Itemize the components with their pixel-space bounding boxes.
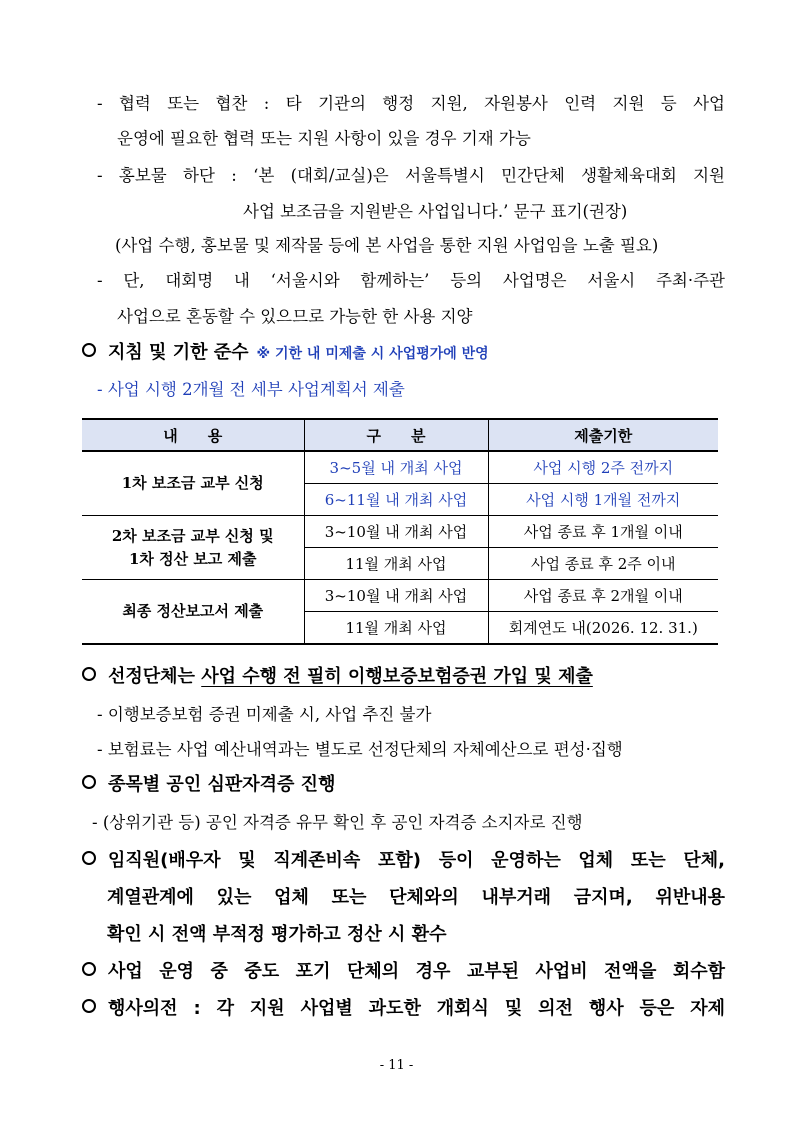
text-line: 운영에 필요한 협력 또는 지원 사항이 있을 경우 기재 가능 — [117, 129, 531, 148]
bullet-heading: 임직원(배우자 및 직계존비속 포함) 등이 운영하는 업체 또는 단체, — [82, 850, 725, 872]
table-category-cell: 2차 보조금 교부 신청 및 1차 정산 보고 제출 — [82, 516, 304, 580]
text-line: 사업 보조금을 지원받은 사업입니다.’ 문구 표기(권장) — [243, 202, 628, 221]
text-line: - 보험료는 사업 예산내역과는 별도로 선정단체의 자체예산으로 편성·집행 — [97, 740, 623, 759]
submission-schedule-table — [82, 418, 718, 645]
table-cell-type: 11월 개최 사업 — [304, 548, 488, 580]
text-line: - 홍보물 하단 : ‘본 (대회/교실)은 서울특별시 민간단체 생활체육대회 지원 — [97, 166, 725, 185]
text-line: (사업 수행, 홍보물 및 제작물 등에 본 사업을 통한 지원 사업임을 노출 필요) — [115, 236, 659, 255]
table-category-cell: 최종 정산보고서 제출 — [82, 580, 304, 645]
underlined-text: 사업 수행 전 필히 이행보증보험증권 가입 및 제출 — [201, 666, 593, 687]
page-number: - 11 - — [379, 1058, 414, 1073]
text-line: - 사업 시행 2개월 전 세부 사업계획서 제출 — [97, 380, 405, 399]
text-line: - 단, 대회명 내 ‘서울시와 함께하는’ 등의 사업명은 서울시 주최·주관 — [97, 271, 725, 290]
circle-bullet-icon — [82, 775, 96, 789]
text-line: 계열관계에 있는 업체 또는 단체와의 내부거래 금지며, 위반내용 — [107, 887, 725, 908]
table-cell-type: 11월 개최 사업 — [304, 612, 488, 645]
table-cell-type: 3~10월 내 개최 사업 — [304, 580, 488, 612]
text-line: 사업으로 혼동할 수 있으므로 가능한 한 사용 지양 — [117, 307, 473, 326]
table-cell-deadline: 사업 종료 후 1개월 이내 — [488, 516, 718, 548]
circle-bullet-icon — [82, 343, 96, 357]
bullet-heading: 행사의전 : 각 지원 사업별 과도한 개회식 및 의전 행사 등은 자제 — [82, 998, 725, 1020]
bullet-heading-text: 지침 및 기한 준수 — [108, 342, 249, 363]
table-cell-deadline: 회계연도 내(2026. 12. 31.) — [488, 612, 718, 645]
table-cell-type: 6~11월 내 개최 사업 — [304, 484, 488, 516]
table-header-row — [82, 419, 718, 451]
table-cell-type: 3~10월 내 개최 사업 — [304, 516, 488, 548]
text-line: 확인 시 전액 부적정 평가하고 정산 시 환수 — [107, 924, 447, 945]
text-line: - 협력 또는 협찬 : 타 기관의 행정 지원, 자원봉사 인력 지원 등 사업 — [97, 94, 725, 113]
header-content: 내 용 — [82, 419, 304, 451]
table-cell-deadline: 사업 시행 2주 전까지 — [488, 451, 718, 484]
table-cell-deadline: 사업 종료 후 2주 이내 — [488, 548, 718, 580]
circle-bullet-icon — [82, 667, 96, 681]
table-row — [82, 580, 718, 612]
table-row — [82, 451, 718, 484]
circle-bullet-icon — [82, 851, 96, 865]
circle-bullet-icon — [82, 999, 96, 1013]
table-cell-deadline: 사업 종료 후 2개월 이내 — [488, 580, 718, 612]
table-row — [82, 516, 718, 548]
bullet-heading — [82, 342, 489, 365]
bullet-heading: 사업 운영 중 중도 포기 단체의 경우 교부된 사업비 전액을 회수함 — [82, 961, 725, 983]
header-deadline: 제출기한 — [488, 419, 718, 451]
bullet-heading: 종목별 공인 심판자격증 진행 — [82, 774, 335, 796]
circle-bullet-icon — [82, 962, 96, 976]
bullet-heading: 선정단체는 사업 수행 전 필히 이행보증보험증권 가입 및 제출 — [82, 666, 593, 688]
text-line: - 이행보증보험 증권 미제출 시, 사업 추진 불가 — [97, 705, 432, 724]
table-cell-type: 3~5월 내 개최 사업 — [304, 451, 488, 484]
table-cell-deadline: 사업 시행 1개월 전까지 — [488, 484, 718, 516]
text-line: - (상위기관 등) 공인 자격증 유무 확인 후 공인 자격증 소지자로 진행 — [92, 813, 583, 832]
table-category-cell: 1차 보조금 교부 신청 — [82, 451, 304, 516]
deadline-note: ※ 기한 내 미제출 시 사업평가에 반영 — [256, 346, 489, 362]
header-category: 구 분 — [304, 419, 488, 451]
